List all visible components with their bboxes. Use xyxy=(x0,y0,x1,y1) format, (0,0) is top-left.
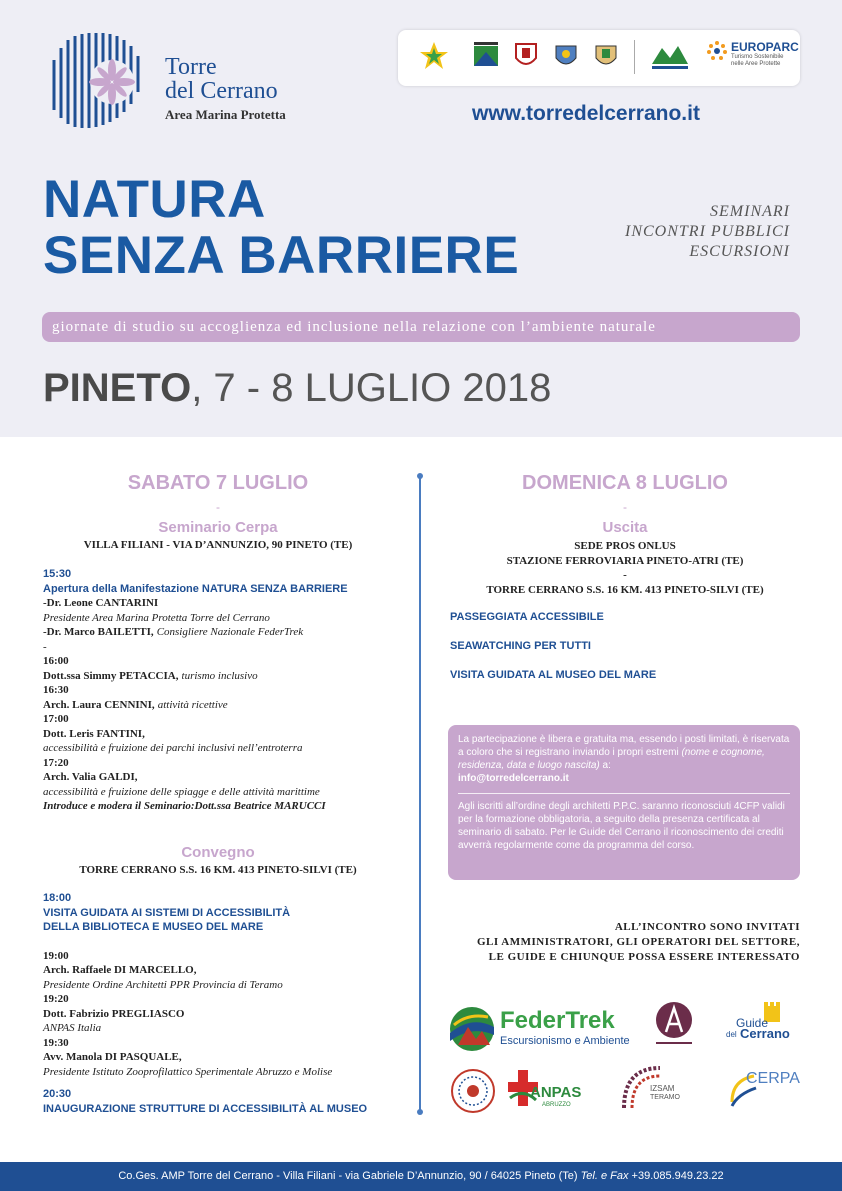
federtrek-subtitle: Escursionismo e Ambiente xyxy=(500,1035,630,1047)
opening-title: Apertura della Manifestazione NATURA SENZA BARRIERE xyxy=(43,582,348,595)
guide-cerrano-logo xyxy=(718,1002,800,1050)
pros-onlus-logo-icon xyxy=(450,1068,496,1114)
activity-item: SEAWATCHING PER TUTTI xyxy=(450,640,591,652)
section-convegno: Convegno xyxy=(181,844,255,861)
footer-tel: +39.085.949.23.22 xyxy=(628,1170,724,1182)
guide-prefix: del xyxy=(726,1030,737,1039)
time: 16:30 xyxy=(43,684,69,696)
registration-text-b: a: xyxy=(599,760,611,771)
activity-item: PASSEGGIATA ACCESSIBILE xyxy=(450,611,604,623)
invite-line: ALL’INCONTRO SONO INVITATI xyxy=(614,921,800,933)
saturday-heading: SABATO 7 LUGLIO xyxy=(127,472,309,494)
federtrek-globe-icon xyxy=(448,1005,496,1053)
registration-email-link[interactable]: info@torredelcerrano.it xyxy=(458,773,569,784)
anpas-name: ANPAS xyxy=(530,1084,582,1101)
izsam-logo xyxy=(620,1064,700,1116)
address-torre-cerrano: TORRE CERRANO S.S. 16 KM. 413 PINETO-SILVI (TE) xyxy=(79,864,357,876)
footer-address: Co.Ges. AMP Torre del Cerrano - Villa Filiani - via Gabriele D’Annunzio, 90 / 64025 Pineto (Te) xyxy=(118,1170,581,1182)
address-villa-filiani: VILLA FILIANI - VIA D’ANNUNZIO, 90 PINETO (TE) xyxy=(83,539,353,551)
column-divider xyxy=(419,476,421,1112)
speaker: Avv. Manola DI PASQUALE, xyxy=(43,1051,182,1063)
guide-name: Guide xyxy=(736,1016,769,1030)
speaker: Arch. Raffaele DI MARCELLO, xyxy=(43,964,197,976)
brand-line-3: Area Marina Protetta xyxy=(165,107,286,122)
time: 17:20 xyxy=(43,756,69,769)
time: 16:00 xyxy=(43,655,69,667)
separator: - xyxy=(43,640,47,653)
comune-logo-icon xyxy=(550,40,582,72)
footer-bar xyxy=(0,1162,842,1191)
section-seminario: Seminario Cerpa xyxy=(158,519,278,536)
speaker-role: Presidente Ordine Architetti PPR Provincia di Teramo xyxy=(43,978,283,991)
brand-line-2: del Cerrano xyxy=(165,78,278,104)
time: 17:00 xyxy=(43,713,69,725)
website-link[interactable]: www.torredelcerrano.it xyxy=(472,102,700,125)
cerpa-name: CERPA xyxy=(746,1070,800,1087)
saturday-dash: - xyxy=(216,500,220,514)
anpas-logo xyxy=(506,1068,596,1114)
info-separator xyxy=(458,793,790,794)
moderator: Introduce e modera il Seminario:Dott.ssa Beatrice MARUCCI xyxy=(43,800,326,812)
federtrek-name: FederTrek xyxy=(500,1007,615,1034)
sunday-dash: - xyxy=(623,500,627,514)
federtrek-logo xyxy=(448,1005,638,1055)
cerpa-logo xyxy=(728,1068,802,1116)
speaker-role: Presidente Istituto Zooprofilattico Sperimentale Abruzzo e Molise xyxy=(43,1065,333,1078)
speaker-role: Presidente Area Marina Protetta Torre del Cerrano xyxy=(43,611,270,624)
sunday-addresses xyxy=(450,539,800,597)
brand-line-1: Torre xyxy=(165,54,217,80)
place-and-date xyxy=(43,366,551,411)
speaker: Dott. Leris FANTINI, xyxy=(43,727,145,740)
partner-divider xyxy=(634,40,635,74)
provincia-teramo-logo-icon xyxy=(510,40,542,72)
anpas-subtitle: ABRUZZO xyxy=(542,1102,571,1108)
visit-title-1: VISITA GUIDATA AI SISTEMI DI ACCESSIBILITÀ xyxy=(43,906,291,919)
speaker-role: ANPAS Italia xyxy=(43,1022,102,1034)
sunday-heading: DOMENICA 8 LUGLIO xyxy=(522,472,728,494)
izsam-subtitle: TERAMO xyxy=(650,1094,680,1101)
speaker: Dott. Fabrizio PREGLIASCO xyxy=(43,1007,185,1020)
address-line: STAZIONE FERROVIARIA PINETO-ATRI (TE) xyxy=(506,554,744,567)
europarc-star-icon xyxy=(706,40,728,62)
registration-info-box xyxy=(448,725,800,880)
torre-cerrano-logo-icon xyxy=(40,30,160,130)
registration-text-em: (nome e cognome, residenza, data e luogo nascita) xyxy=(458,747,765,771)
star-logo-icon xyxy=(418,40,450,72)
regione-abruzzo-logo-icon xyxy=(470,40,502,72)
registration-text xyxy=(458,733,790,772)
title-line-1: NATURA xyxy=(43,170,266,229)
speaker-role: turismo inclusivo xyxy=(181,669,258,682)
speaker: Dott.ssa Simmy PETACCIA, xyxy=(43,669,179,682)
natura-2000-logo-icon xyxy=(650,40,690,72)
time: 19:30 xyxy=(43,1036,69,1049)
convegno-program xyxy=(43,891,413,1116)
section-uscita: Uscita xyxy=(602,519,648,536)
event-type-3: ESCURSIONI xyxy=(689,243,790,260)
invitation-text xyxy=(448,920,800,965)
europarc-label xyxy=(731,40,799,68)
speaker: Arch. Valia GALDI, xyxy=(43,771,138,783)
saturday-program xyxy=(43,567,413,814)
europarc-name: EUROPARC xyxy=(731,40,799,54)
time: 19:00 xyxy=(43,949,69,962)
speaker: -Dr. Marco BAILETTI, xyxy=(43,626,154,638)
dates: , 7 - 8 LUGLIO 2018 xyxy=(191,366,552,410)
event-types xyxy=(625,202,790,262)
address-separator: - xyxy=(623,569,627,581)
registration-text-a: La partecipazione è libera e gratuita ma, essendo i posti limitati, è riservata a coloro che si registrano inviando i propri estremi xyxy=(458,734,790,758)
credits-text: Agli iscritti all’ordine degli architetti P.P.C. saranno riconosciuti 4CFP validi per la formazione obbligatoria, a seguito della presenza certificata al seminario di sabato. Per le Guide del Cerrano il riconoscimento dei crediti avverrà regolarmente come da programma del corso. xyxy=(458,801,785,851)
speaker-role: accessibilità e fruizione dei parchi inclusivi nell’entroterra xyxy=(43,742,303,754)
event-type-1: SEMINARI xyxy=(710,203,790,220)
guide-cerrano-name: Cerrano xyxy=(740,1026,790,1041)
inauguration-title: INAUGURAZIONE STRUTTURE DI ACCESSIBILITÀ AL MUSEO xyxy=(43,1102,368,1115)
footer-tel-label: Tel. e Fax xyxy=(580,1170,629,1182)
izsam-name: IZSAM xyxy=(650,1084,675,1093)
address-line: TORRE CERRANO S.S. 16 KM. 413 PINETO-SILVI (TE) xyxy=(486,583,764,596)
time: 19:20 xyxy=(43,993,69,1005)
speaker: Arch. Laura CENNINI, xyxy=(43,698,155,711)
activity-item: VISITA GUIDATA AL MUSEO DEL MARE xyxy=(450,669,657,681)
time: 15:30 xyxy=(43,568,72,580)
visit-title-2: DELLA BIBLIOTECA E MUSEO DEL MARE xyxy=(43,921,264,933)
europarc-subtitle: Turismo Sostenibile nelle Aree Protette xyxy=(731,54,784,67)
speaker-role: attività ricettive xyxy=(157,698,228,711)
time: 18:00 xyxy=(43,892,72,904)
subtitle-bar: giornate di studio su accoglienza ed inclusione nella relazione con l’ambiente naturale xyxy=(42,312,800,342)
speaker: -Dr. Leone CANTARINI xyxy=(43,597,159,609)
invite-line: GLI AMMINISTRATORI, GLI OPERATORI DEL SETTORE, xyxy=(476,936,800,948)
address-line: SEDE PROS ONLUS xyxy=(574,540,676,552)
speaker-role: accessibilità e fruizione delle spiagge e delle attività marittime xyxy=(43,785,320,798)
event-type-2: INCONTRI PUBBLICI xyxy=(625,223,790,240)
ordine-architetti-logo-icon xyxy=(652,1000,696,1050)
time: 20:30 xyxy=(43,1088,72,1100)
city: PINETO xyxy=(43,366,192,410)
comune-logo-2-icon xyxy=(590,40,622,72)
brand-name xyxy=(165,55,286,123)
invite-line: LE GUIDE E CHIUNQUE POSSA ESSERE INTERESSATO xyxy=(488,951,800,963)
title-line-2: SENZA BARRIERE xyxy=(43,226,520,285)
speaker-role: Consigliere Nazionale FederTrek xyxy=(156,626,304,638)
page-title xyxy=(43,172,519,284)
